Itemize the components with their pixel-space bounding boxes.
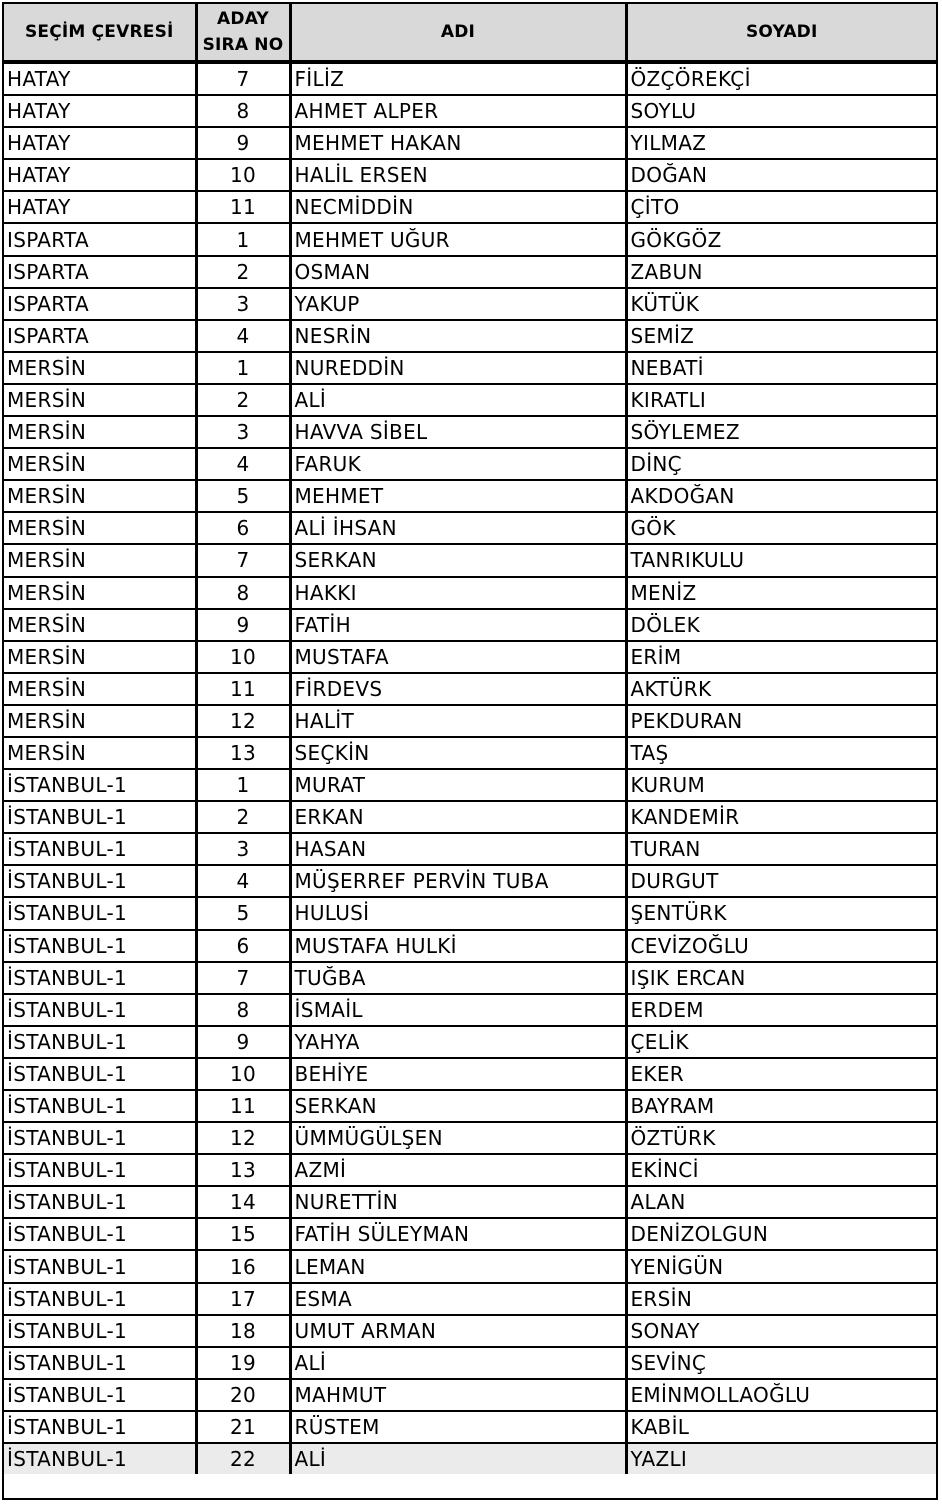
name-cell: NUREDDİN <box>290 352 626 384</box>
rank-cell: 7 <box>196 62 290 95</box>
rank-cell: 11 <box>196 673 290 705</box>
district-cell: MERSİN <box>4 416 196 448</box>
surname-cell: IŞIK ERCAN <box>626 962 936 994</box>
table-row <box>4 801 936 833</box>
rank-cell: 7 <box>196 962 290 994</box>
table-row <box>4 962 936 994</box>
surname-cell: CEVİZOĞLU <box>626 930 936 962</box>
rank-cell: 8 <box>196 95 290 127</box>
name-cell: TUĞBA <box>290 962 626 994</box>
rank-cell: 16 <box>196 1250 290 1282</box>
table-row <box>4 930 936 962</box>
table-row <box>4 1026 936 1058</box>
name-cell: ALİ <box>290 384 626 416</box>
district-cell: MERSİN <box>4 705 196 737</box>
district-cell: İSTANBUL-1 <box>4 1154 196 1186</box>
name-cell: HALİT <box>290 705 626 737</box>
surname-cell: ALAN <box>626 1186 936 1218</box>
surname-cell: ERSİN <box>626 1283 936 1315</box>
district-cell: HATAY <box>4 95 196 127</box>
surname-cell: DÖLEK <box>626 609 936 641</box>
surname-cell: ŞENTÜRK <box>626 897 936 929</box>
district-cell: MERSİN <box>4 480 196 512</box>
rank-cell: 8 <box>196 577 290 609</box>
rank-cell: 14 <box>196 1186 290 1218</box>
name-cell: MURAT <box>290 769 626 801</box>
surname-cell: DİNÇ <box>626 448 936 480</box>
district-cell: İSTANBUL-1 <box>4 1283 196 1315</box>
name-cell: UMUT ARMAN <box>290 1315 626 1347</box>
table-row <box>4 1090 936 1122</box>
district-cell: İSTANBUL-1 <box>4 994 196 1026</box>
rank-cell: 15 <box>196 1218 290 1250</box>
surname-cell: ÇİTO <box>626 191 936 223</box>
name-cell: MEHMET <box>290 480 626 512</box>
rank-cell: 19 <box>196 1347 290 1379</box>
name-cell: BEHİYE <box>290 1058 626 1090</box>
surname-cell: NEBATİ <box>626 352 936 384</box>
table-row <box>4 1379 936 1411</box>
table-row <box>4 159 936 191</box>
rank-cell: 6 <box>196 930 290 962</box>
name-cell: FİRDEVS <box>290 673 626 705</box>
surname-cell: SÖYLEMEZ <box>626 416 936 448</box>
surname-cell: DOĞAN <box>626 159 936 191</box>
rank-cell: 3 <box>196 416 290 448</box>
rank-cell: 12 <box>196 1122 290 1154</box>
surname-cell: ERDEM <box>626 994 936 1026</box>
table-row <box>4 897 936 929</box>
district-cell: ISPARTA <box>4 288 196 320</box>
district-cell: MERSİN <box>4 352 196 384</box>
surname-cell: SONAY <box>626 1315 936 1347</box>
name-cell: YAKUP <box>290 288 626 320</box>
name-cell: NURETTİN <box>290 1186 626 1218</box>
table-row <box>4 1283 936 1315</box>
table-row <box>4 416 936 448</box>
table-row <box>4 737 936 769</box>
rank-cell: 5 <box>196 480 290 512</box>
name-cell: SEÇKİN <box>290 737 626 769</box>
name-cell: ALİ <box>290 1443 626 1474</box>
district-cell: MERSİN <box>4 544 196 576</box>
name-cell: ALİ <box>290 1347 626 1379</box>
table-body <box>4 62 936 1474</box>
surname-cell: TURAN <box>626 833 936 865</box>
table-row <box>4 994 936 1026</box>
name-cell: ÜMMÜGÜLŞEN <box>290 1122 626 1154</box>
surname-cell: EKER <box>626 1058 936 1090</box>
rank-cell: 4 <box>196 865 290 897</box>
surname-cell: SEVİNÇ <box>626 1347 936 1379</box>
district-cell: MERSİN <box>4 737 196 769</box>
table-row <box>4 577 936 609</box>
rank-cell: 3 <box>196 288 290 320</box>
rank-cell: 13 <box>196 1154 290 1186</box>
name-cell: MÜŞERREF PERVİN TUBA <box>290 865 626 897</box>
district-cell: HATAY <box>4 62 196 95</box>
name-cell: FARUK <box>290 448 626 480</box>
name-cell: İSMAİL <box>290 994 626 1026</box>
surname-cell: SEMİZ <box>626 320 936 352</box>
name-cell: LEMAN <box>290 1250 626 1282</box>
name-cell: NECMİDDİN <box>290 191 626 223</box>
table-row <box>4 1154 936 1186</box>
district-cell: İSTANBUL-1 <box>4 1250 196 1282</box>
name-cell: ALİ İHSAN <box>290 512 626 544</box>
surname-cell: ERİM <box>626 641 936 673</box>
name-cell: YAHYA <box>290 1026 626 1058</box>
district-cell: ISPARTA <box>4 256 196 288</box>
surname-cell: AKTÜRK <box>626 673 936 705</box>
surname-cell: KÜTÜK <box>626 288 936 320</box>
table-row <box>4 1315 936 1347</box>
district-cell: HATAY <box>4 159 196 191</box>
surname-cell: ÖZÇÖREKÇİ <box>626 62 936 95</box>
rank-cell: 17 <box>196 1283 290 1315</box>
table-row <box>4 833 936 865</box>
district-cell: İSTANBUL-1 <box>4 897 196 929</box>
header-district: SEÇİM ÇEVRESİ <box>4 4 196 62</box>
rank-cell: 9 <box>196 1026 290 1058</box>
table-row <box>4 256 936 288</box>
district-cell: İSTANBUL-1 <box>4 769 196 801</box>
name-cell: SERKAN <box>290 1090 626 1122</box>
district-cell: İSTANBUL-1 <box>4 1347 196 1379</box>
table-row <box>4 1122 936 1154</box>
rank-cell: 1 <box>196 223 290 255</box>
table-row <box>4 288 936 320</box>
table-row <box>4 448 936 480</box>
name-cell: MEHMET UĞUR <box>290 223 626 255</box>
name-cell: ERKAN <box>290 801 626 833</box>
candidate-list-sheet <box>2 2 938 1500</box>
district-cell: İSTANBUL-1 <box>4 962 196 994</box>
table-row <box>4 127 936 159</box>
table-row <box>4 1250 936 1282</box>
surname-cell: KIRATLI <box>626 384 936 416</box>
name-cell: HULUSİ <box>290 897 626 929</box>
table-row <box>4 1411 936 1443</box>
surname-cell: AKDOĞAN <box>626 480 936 512</box>
name-cell: FATİH SÜLEYMAN <box>290 1218 626 1250</box>
district-cell: MERSİN <box>4 609 196 641</box>
table-row <box>4 705 936 737</box>
district-cell: İSTANBUL-1 <box>4 1058 196 1090</box>
rank-cell: 6 <box>196 512 290 544</box>
name-cell: RÜSTEM <box>290 1411 626 1443</box>
candidate-table <box>4 4 936 1474</box>
rank-cell: 21 <box>196 1411 290 1443</box>
rank-cell: 4 <box>196 320 290 352</box>
district-cell: MERSİN <box>4 673 196 705</box>
district-cell: İSTANBUL-1 <box>4 1443 196 1474</box>
header-row <box>4 4 936 62</box>
rank-cell: 12 <box>196 705 290 737</box>
header-rank-line2: SIRA NO <box>202 35 284 55</box>
surname-cell: TANRIKULU <box>626 544 936 576</box>
name-cell: MUSTAFA HULKİ <box>290 930 626 962</box>
name-cell: MAHMUT <box>290 1379 626 1411</box>
table-row <box>4 223 936 255</box>
surname-cell: KABİL <box>626 1411 936 1443</box>
surname-cell: GÖK <box>626 512 936 544</box>
surname-cell: KURUM <box>626 769 936 801</box>
surname-cell: MENİZ <box>626 577 936 609</box>
name-cell: HASAN <box>290 833 626 865</box>
table-row <box>4 544 936 576</box>
table-row <box>4 641 936 673</box>
table-row <box>4 1347 936 1379</box>
name-cell: HALİL ERSEN <box>290 159 626 191</box>
name-cell: HAKKI <box>290 577 626 609</box>
table-row <box>4 1058 936 1090</box>
district-cell: MERSİN <box>4 577 196 609</box>
district-cell: ISPARTA <box>4 223 196 255</box>
table-header <box>4 4 936 62</box>
rank-cell: 22 <box>196 1443 290 1474</box>
name-cell: NESRİN <box>290 320 626 352</box>
table-row <box>4 480 936 512</box>
surname-cell: KANDEMİR <box>626 801 936 833</box>
table-row <box>4 1443 936 1474</box>
district-cell: İSTANBUL-1 <box>4 1411 196 1443</box>
table-row <box>4 62 936 95</box>
rank-cell: 10 <box>196 641 290 673</box>
district-cell: İSTANBUL-1 <box>4 1186 196 1218</box>
table-row <box>4 609 936 641</box>
district-cell: MERSİN <box>4 512 196 544</box>
table-row <box>4 769 936 801</box>
name-cell: OSMAN <box>290 256 626 288</box>
table-row <box>4 673 936 705</box>
surname-cell: ÖZTÜRK <box>626 1122 936 1154</box>
name-cell: MEHMET HAKAN <box>290 127 626 159</box>
rank-cell: 11 <box>196 191 290 223</box>
header-surname: SOYADI <box>626 4 936 62</box>
table-row <box>4 384 936 416</box>
surname-cell: BAYRAM <box>626 1090 936 1122</box>
name-cell: MUSTAFA <box>290 641 626 673</box>
table-row <box>4 1186 936 1218</box>
name-cell: FATİH <box>290 609 626 641</box>
rank-cell: 13 <box>196 737 290 769</box>
rank-cell: 3 <box>196 833 290 865</box>
surname-cell: ÇELİK <box>626 1026 936 1058</box>
rank-cell: 18 <box>196 1315 290 1347</box>
district-cell: HATAY <box>4 127 196 159</box>
district-cell: İSTANBUL-1 <box>4 930 196 962</box>
header-rank <box>196 4 290 62</box>
district-cell: MERSİN <box>4 448 196 480</box>
district-cell: HATAY <box>4 191 196 223</box>
rank-cell: 1 <box>196 352 290 384</box>
surname-cell: YAZLI <box>626 1443 936 1474</box>
rank-cell: 4 <box>196 448 290 480</box>
table-row <box>4 352 936 384</box>
district-cell: İSTANBUL-1 <box>4 801 196 833</box>
table-row <box>4 1218 936 1250</box>
surname-cell: ZABUN <box>626 256 936 288</box>
rank-cell: 10 <box>196 159 290 191</box>
surname-cell: PEKDURAN <box>626 705 936 737</box>
table-row <box>4 320 936 352</box>
header-name: ADI <box>290 4 626 62</box>
district-cell: İSTANBUL-1 <box>4 1315 196 1347</box>
surname-cell: EKİNCİ <box>626 1154 936 1186</box>
name-cell: FİLİZ <box>290 62 626 95</box>
district-cell: İSTANBUL-1 <box>4 1379 196 1411</box>
name-cell: SERKAN <box>290 544 626 576</box>
rank-cell: 7 <box>196 544 290 576</box>
rank-cell: 11 <box>196 1090 290 1122</box>
rank-cell: 9 <box>196 127 290 159</box>
rank-cell: 2 <box>196 384 290 416</box>
name-cell: AZMİ <box>290 1154 626 1186</box>
district-cell: MERSİN <box>4 384 196 416</box>
surname-cell: EMİNMOLLAOĞLU <box>626 1379 936 1411</box>
table-row <box>4 512 936 544</box>
rank-cell: 9 <box>196 609 290 641</box>
district-cell: İSTANBUL-1 <box>4 1090 196 1122</box>
district-cell: ISPARTA <box>4 320 196 352</box>
rank-cell: 5 <box>196 897 290 929</box>
district-cell: İSTANBUL-1 <box>4 1122 196 1154</box>
rank-cell: 1 <box>196 769 290 801</box>
district-cell: İSTANBUL-1 <box>4 833 196 865</box>
table-row <box>4 865 936 897</box>
surname-cell: DURGUT <box>626 865 936 897</box>
surname-cell: SOYLU <box>626 95 936 127</box>
rank-cell: 10 <box>196 1058 290 1090</box>
surname-cell: YENİGÜN <box>626 1250 936 1282</box>
district-cell: İSTANBUL-1 <box>4 865 196 897</box>
table-row <box>4 191 936 223</box>
table-row <box>4 95 936 127</box>
name-cell: ESMA <box>290 1283 626 1315</box>
surname-cell: GÖKGÖZ <box>626 223 936 255</box>
surname-cell: YILMAZ <box>626 127 936 159</box>
name-cell: AHMET ALPER <box>290 95 626 127</box>
district-cell: MERSİN <box>4 641 196 673</box>
rank-cell: 2 <box>196 801 290 833</box>
header-rank-line1: ADAY <box>217 9 269 29</box>
name-cell: HAVVA SİBEL <box>290 416 626 448</box>
district-cell: İSTANBUL-1 <box>4 1026 196 1058</box>
district-cell: İSTANBUL-1 <box>4 1218 196 1250</box>
surname-cell: TAŞ <box>626 737 936 769</box>
rank-cell: 2 <box>196 256 290 288</box>
rank-cell: 20 <box>196 1379 290 1411</box>
surname-cell: DENİZOLGUN <box>626 1218 936 1250</box>
rank-cell: 8 <box>196 994 290 1026</box>
